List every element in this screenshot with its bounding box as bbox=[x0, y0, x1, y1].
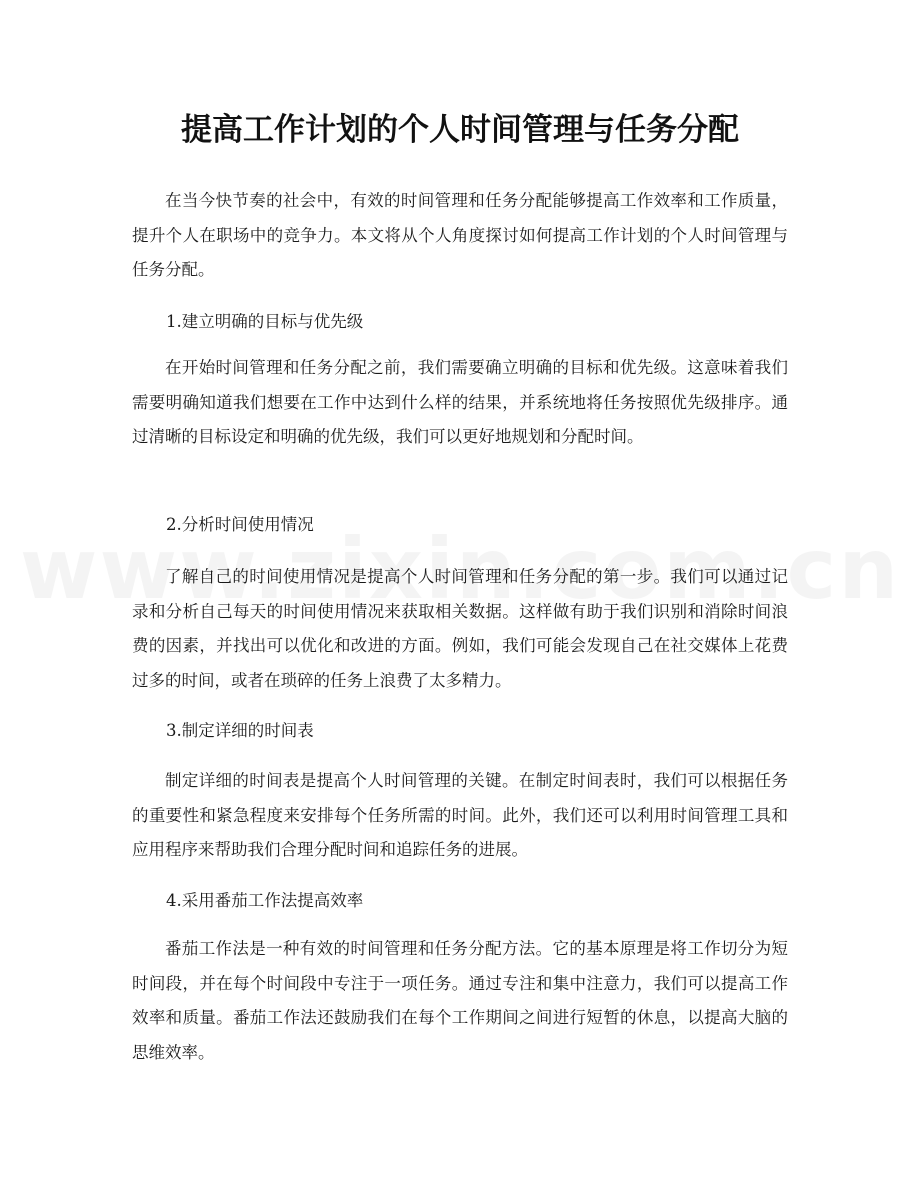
section-body-3: 制定详细的时间表是提高个人时间管理的关键。在制定时间表时，我们可以根据任务的重要性和紧急程度来安排每个任务所需的时间。此外，我们还可以利用时间管理工具和应用程序来帮助我们合理分配时间和追踪任务的进展。 bbox=[132, 771, 788, 859]
section-heading-4: 4.采用番茄工作法提高效率 bbox=[166, 891, 364, 910]
document-title: 提高工作计划的个人时间管理与任务分配 bbox=[181, 112, 739, 148]
section-heading-1: 1.建立明确的目标与优先级 bbox=[166, 312, 364, 331]
section-heading-2: 2.分析时间使用情况 bbox=[166, 515, 314, 534]
intro-paragraph: 在当今快节奏的社会中，有效的时间管理和任务分配能够提高工作效率和工作质量，提升个人在职场中的竞争力。本文将从个人角度探讨如何提高工作计划的个人时间管理与任务分配。 bbox=[132, 191, 788, 279]
section-body-2: 了解自己的时间使用情况是提高个人时间管理和任务分配的第一步。我们可以通过记录和分析自己每天的时间使用情况来获取相关数据。这样做有助于我们识别和消除时间浪费的因素，并找出可以优化和改进的方面。例如，我们可能会发现自己在社交媒体上花费过多的时间，或者在琐碎的任务上浪费了太多精力。 bbox=[132, 567, 788, 690]
section-heading-3: 3.制定详细的时间表 bbox=[166, 721, 314, 740]
section-body-1: 在开始时间管理和任务分配之前，我们需要确立明确的目标和优先级。这意味着我们需要明确知道我们想要在工作中达到什么样的结果，并系统地将任务按照优先级排序。通过清晰的目标设定和明确的优先级，我们可以更好地规划和分配时间。 bbox=[132, 358, 788, 446]
section-body-4: 番茄工作法是一种有效的时间管理和任务分配方法。它的基本原理是将工作切分为短时间段，并在每个时间段中专注于一项任务。通过专注和集中注意力，我们可以提高工作效率和质量。番茄工作法还鼓励我们在每个工作期间之间进行短暂的休息，以提高大脑的思维效率。 bbox=[132, 939, 788, 1062]
